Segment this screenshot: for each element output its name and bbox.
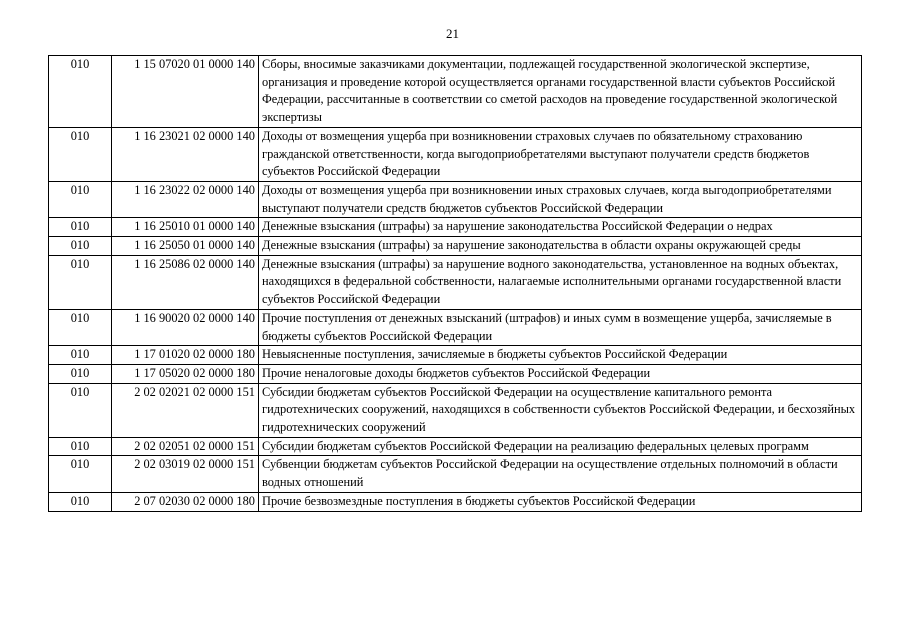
table-row <box>49 237 862 256</box>
revenue-name-cell: Доходы от возмещения ущерба при возникновении иных страховых случаев, когда выгодоприобретателями выступают получатели средств бюджетов субъектов Российской Федерации <box>259 181 862 217</box>
revenue-codes-table <box>48 55 862 512</box>
revenue-name-cell: Прочие неналоговые доходы бюджетов субъектов Российской Федерации <box>259 364 862 383</box>
revenue-name-cell: Субвенции бюджетам субъектов Российской Федерации на осуществление отдельных полномочий в области водных отношений <box>259 456 862 492</box>
admin-code-cell: 010 <box>49 255 112 309</box>
revenue-name-cell: Денежные взыскания (штрафы) за нарушение законодательства Российской Федерации о недрах <box>259 218 862 237</box>
page-number: 21 <box>446 26 459 41</box>
revenue-code-cell: 1 15 07020 01 0000 140 <box>112 56 259 128</box>
revenue-code-cell: 1 16 23022 02 0000 140 <box>112 181 259 217</box>
revenue-name-cell: Денежные взыскания (штрафы) за нарушение законодательства в области охраны окружающей среды <box>259 237 862 256</box>
revenue-name-cell: Прочие безвозмездные поступления в бюджеты субъектов Российской Федерации <box>259 492 862 511</box>
revenue-code-cell: 1 16 90020 02 0000 140 <box>112 309 259 345</box>
table-row <box>49 437 862 456</box>
revenue-code-cell: 2 02 02021 02 0000 151 <box>112 383 259 437</box>
admin-code-cell: 010 <box>49 237 112 256</box>
table-row <box>49 181 862 217</box>
revenue-name-cell: Прочие поступления от денежных взысканий (штрафов) и иных сумм в возмещение ущерба, зачисляемые в бюджеты субъектов Российской Федерации <box>259 309 862 345</box>
admin-code-cell: 010 <box>49 364 112 383</box>
admin-code-cell: 010 <box>49 181 112 217</box>
table-row <box>49 456 862 492</box>
revenue-code-cell: 1 16 25010 01 0000 140 <box>112 218 259 237</box>
table-row <box>49 218 862 237</box>
table-row <box>49 309 862 345</box>
admin-code-cell: 010 <box>49 218 112 237</box>
admin-code-cell: 010 <box>49 56 112 128</box>
revenue-code-cell: 2 02 02051 02 0000 151 <box>112 437 259 456</box>
revenue-code-cell: 1 17 05020 02 0000 180 <box>112 364 259 383</box>
admin-code-cell: 010 <box>49 492 112 511</box>
admin-code-cell: 010 <box>49 127 112 181</box>
admin-code-cell: 010 <box>49 309 112 345</box>
revenue-code-cell: 1 16 23021 02 0000 140 <box>112 127 259 181</box>
table-row <box>49 364 862 383</box>
table-row <box>49 492 862 511</box>
revenue-code-cell: 1 16 25050 01 0000 140 <box>112 237 259 256</box>
admin-code-cell: 010 <box>49 383 112 437</box>
admin-code-cell: 010 <box>49 456 112 492</box>
revenue-name-cell: Денежные взыскания (штрафы) за нарушение водного законодательства, установленное на водных объектах, находящихся в федеральной собственности, налагаемые исполнительными органами государственной власти субъектов Российской Федерации <box>259 255 862 309</box>
table-row <box>49 56 862 128</box>
table-row <box>49 383 862 437</box>
revenue-code-cell: 1 16 25086 02 0000 140 <box>112 255 259 309</box>
revenue-name-cell: Субсидии бюджетам субъектов Российской Федерации на реализацию федеральных целевых программ <box>259 437 862 456</box>
revenue-name-cell: Сборы, вносимые заказчиками документации, подлежащей государственной экологической экспертизе, организация и проведение которой осуществляется органами государственной власти субъектов Российской Федерации, рассчитанные в соответствии со сметой расходов на проведение государственной экологической экспертизы <box>259 56 862 128</box>
table-row <box>49 346 862 365</box>
revenue-name-cell: Доходы от возмещения ущерба при возникновении страховых случаев по обязательному страхованию гражданской ответственности, когда выгодоприобретателями выступают получатели средств бюджетов субъектов Российской Федерации <box>259 127 862 181</box>
revenue-code-cell: 2 02 03019 02 0000 151 <box>112 456 259 492</box>
revenue-code-cell: 1 17 01020 02 0000 180 <box>112 346 259 365</box>
revenue-code-cell: 2 07 02030 02 0000 180 <box>112 492 259 511</box>
revenue-name-cell: Невыясненные поступления, зачисляемые в бюджеты субъектов Российской Федерации <box>259 346 862 365</box>
admin-code-cell: 010 <box>49 346 112 365</box>
revenue-name-cell: Субсидии бюджетам субъектов Российской Федерации на осуществление капитального ремонта гидротехнических сооружений, находящихся в собственности субъектов Российской Федерации, и бесхозяйных гидротехнических сооружений <box>259 383 862 437</box>
admin-code-cell: 010 <box>49 437 112 456</box>
table-row <box>49 127 862 181</box>
table-row <box>49 255 862 309</box>
